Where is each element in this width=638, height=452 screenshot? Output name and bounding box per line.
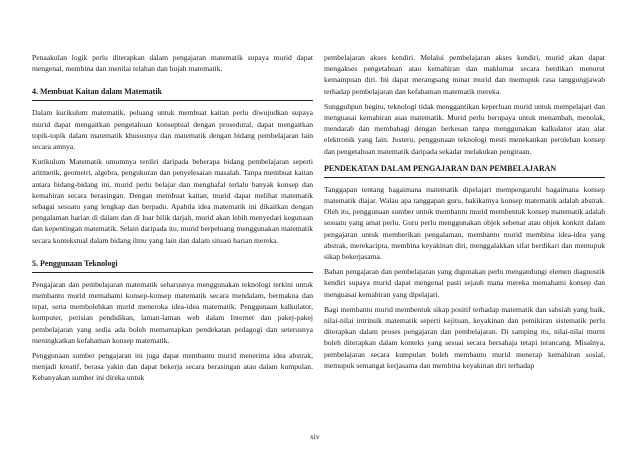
- left-paragraph-4: Pengajaran dan pembelajaran matematik seharusnya menggunakan teknologi terkini untuk membantu murid memahami konsep-konsep matematik secara mendalam, bermakna dan tepat, serta membolehkan murid meneroka idea-idea matematik. Penggunaan kalkulator, komputer, perisian pendidikan, laman-laman web dalam Internet dan pakej-pakej pembelajaran yang sedia ada boleh memantapkan pendekatan pedagogi dan seterusnya meningkatkan kefahaman konsep matematik.: [32, 279, 313, 345]
- right-paragraph-3: Tanggapan tentang bagaimana matematik dipelajari mempengaruhi bagaimana konsep matematik diajar. Walau apa tanggapan guru, hakikatnya konsep matematik adalah abstrak. Oleh itu, penggunaan sumber untuk membantu murid membentuk konsep matematik adalah sesuatu yang amat perlu. Guru perlu menggunakan objek sebenar atau objek konkrit dalam pengajaran untuk memberikan pengalaman, membantu murid membina idea-idea yang abstrak, merekacipta, membina keyakinan diri, menggalakkan sifat berdikari dan memupuk sikap bekerjasama.: [324, 184, 605, 262]
- right-paragraph-5: Bagi membantu murid membentuk sikap positif terhadap matematik dan sahsiah yang baik, nilai-nilai intrinsik matematik seperti kejituan, keyakinan dan pemikiran sistematik perlu diterapkan dalam proses pengajaran dan pembelajaran. Di samping itu, nilai-nilai murni boleh diterapkan dalam konteks yang sesuai secara bersahaja tetapi terancang. Misalnya, pembelajaran secara kumpulan boleh membantu murid menerap kemahiran sosial, memupuk semangat kerjasama dan membina keyakinan diri terhadap: [324, 304, 605, 370]
- left-paragraph-3: Kurikulum Matematik umumnya terdiri daripada beberapa bidang pembelajaran seperti aritmetik, geometri, algebra, pengukuran dan penyelesaian masalah. Tanpa membuat kaitan antara bidang-bidang ini, murid perlu belajar dan menghafal terlalu banyak konsep dan kemahiran secara berasingan. Dengan membuat kaitan, murid dapat melihat matematik sebagai sesuatu yang lengkap dan berpadu. Apabila idea matematik ini dikaitkan dengan pengalaman harian di dalam dan di luar bilik darjah, murid akan lebih menyedari kegunaan dan kepentingan matematik. Selain daripada itu, murid berpeluang menggunakan matematik secara kontekstual dalam bidang ilmu yang lain dan dalam situasi harian mereka.: [32, 157, 313, 245]
- section-heading-technology: 5. Penggunaan Teknologi: [32, 258, 313, 273]
- left-column: [32, 52, 313, 388]
- right-paragraph-4: Bahan pengajaran dan pembelajaran yang digunakan perlu mengandungi elemen diagnostik kendiri supaya murid dapat mengenal pasti sejauh mana mereka memahami konsep dan menguasai kemahiran yang dipelajari.: [324, 267, 605, 299]
- left-paragraph-5: Penggunaan sumber pengajaran ini juga dapat membantu murid menerima idea abstrak, menjadi kreatif, berasa yakin dan dapat bekerja secara berasingan atau dalam kumpulan. Kebanyakan sumber ini direka untuk: [32, 351, 313, 383]
- page-number: xiv: [310, 432, 320, 441]
- section-heading-connections: 4. Membuat Kaitan dalam Matematik: [32, 86, 313, 101]
- right-paragraph-2: Sungguhpun begitu, teknologi tidak menggantikan keperluan murid untuk mempelajari dan menguasai kemahiran asas matematik. Murid perlu berupaya untuk menambah, menolak, mendarab dan membahagi dengan berkesan tanpa menggunakan kalkulator atau alat elektronik yang lain. Justeru, penggunaan teknologi mesti menekankan perolehan konsep dan pengetahuan matematik daripada sekadar melakukan pengiraan.: [324, 101, 605, 156]
- section-heading-approach: PENDEKATAN DALAM PENGAJARAN DAN PEMBELAJARAN: [324, 163, 605, 178]
- right-paragraph-1: pembelajaran akses kendiri. Melalui pembelajaran akses kendiri, murid akan dapat mengakses pengetahuan atau kemahiran dan maklumat secara berdikari menurut kemampuan diri. Ini dapat merangsang minat murid dan memupuk rasa tanggungjawab terhadap pembelajaran dan kefahaman matematik mereka.: [324, 53, 605, 96]
- left-paragraph-2: Dalam kurikulum matematik, peluang untuk membuat kaitan perlu diwujudkan supaya murid dapat mengaitkan pengetahuan konseptual dengan prosedural, dapat mengaitkan topik-topik dalam matematik khususnya dan matematik dengan bidang pembelajaran lain secara amnya.: [32, 108, 313, 152]
- right-column: [324, 52, 605, 375]
- left-paragraph-1: Penaakulan logik perlu diterapkan dalam pengajaran matematik supaya murid dapat mengenal, membina dan menilai telahan dan hujah matematik.: [32, 53, 313, 74]
